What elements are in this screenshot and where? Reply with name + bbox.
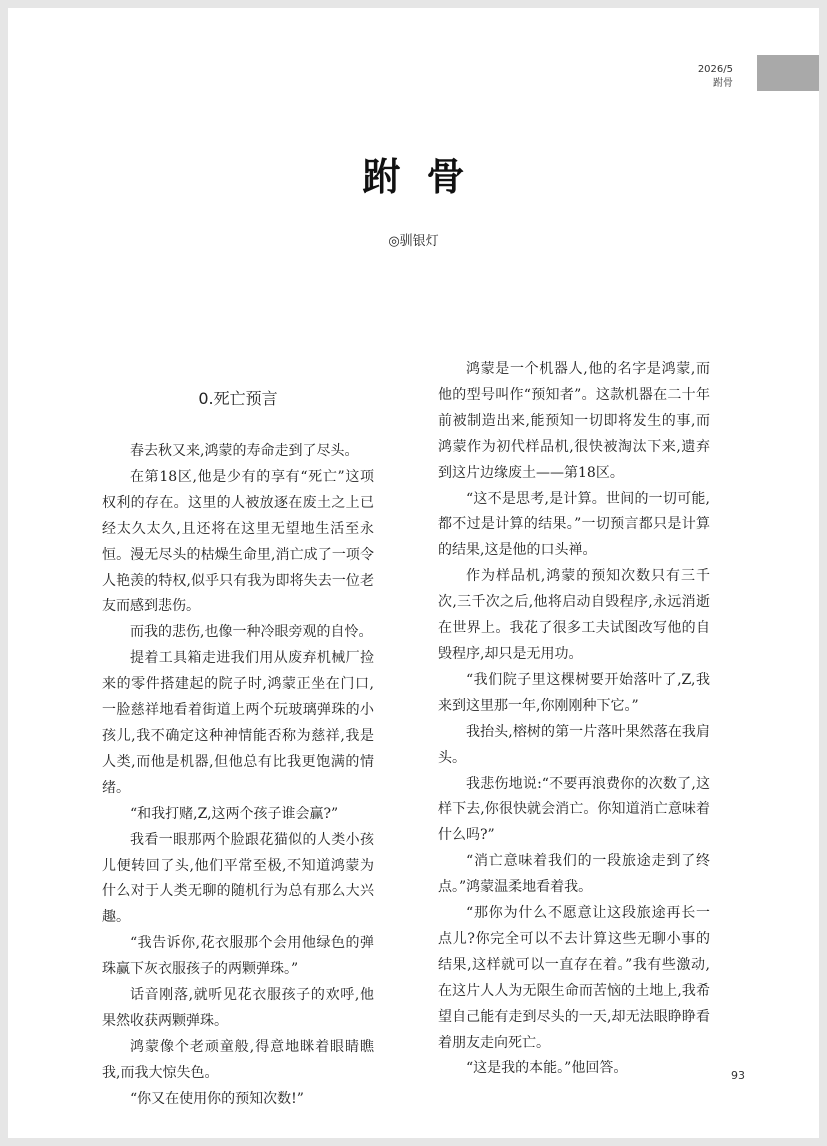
paragraph: “我告诉你,花衣服那个会用他绿色的弹珠赢下灰衣服孩子的两颗弹珠。” [102, 935, 374, 978]
paragraph: “你又在使用你的预知次数!” [130, 1090, 304, 1107]
paragraph: 话音刚落,就听见花衣服孩子的欢呼,他果然收获两颗弹珠。 [102, 987, 374, 1029]
paragraph: “和我打赌,Z,这两个孩子谁会赢?” [130, 805, 339, 822]
paragraph: 而我的悲伤,也像一种冷眼旁观的自怜。 [130, 624, 373, 641]
header-color-block [757, 55, 819, 91]
paragraph: “消亡意味着我们的一段旅途走到了终点。”鸿蒙温柔地看着我。 [438, 853, 710, 896]
paragraph: 提着工具箱走进我们用从废弃机械厂捡来的零件搭建起的院子时,鸿蒙正坐在门口,一脸慈祥地看着街道上两个玩玻璃弹珠的小孩儿,我不确定这种神情能否称为慈祥,我是人类,而他是机器,但他总有比我更饱满的情绪。 [102, 650, 374, 796]
paragraph: 我抬头,榕树的第一片落叶果然落在我肩头。 [438, 723, 710, 766]
paragraph: 春去秋又来,鸿蒙的寿命走到了尽头。 [130, 443, 359, 459]
section-heading: 0.死亡预言 [198, 389, 278, 408]
paragraph: “这是我的本能。”他回答。 [466, 1060, 628, 1077]
paragraph: 我悲伤地说:“不要再浪费你的次数了,这样下去,你很快就会消亡。你知道消亡意味着什么吗?” [438, 775, 710, 844]
right-column [438, 357, 710, 1082]
paragraph: “我们院子里这棵树要开始落叶了,Z,我来到这里那一年,你刚刚种下它。” [438, 671, 710, 714]
page [8, 8, 819, 1138]
paragraph: 鸿蒙是一个机器人,他的名字是鸿蒙,而他的型号叫作“预知者”。这款机器在二十年前被制造出来,能预知一切即将发生的事,而鸿蒙作为初代样品机,很快被淘汰下来,遗弃到这片边缘废土——第18区。 [438, 361, 710, 481]
page-number: 93 [731, 1069, 745, 1082]
paragraph: 我看一眼那两个脸跟花猫似的人类小孩儿便转回了头,他们平常至极,不知道鸿蒙为什么对于人类无聊的随机行为总有那么大兴趣。 [102, 831, 374, 926]
paragraph: 作为样品机,鸿蒙的预知次数只有三千次,三千次之后,他将启动自毁程序,永远消逝在世界上。我花了很多工夫试图改写他的自毁程序,却只是无用功。 [438, 568, 710, 662]
paragraph: 鸿蒙像个老顽童般,得意地眯着眼睛瞧我,而我大惊失色。 [102, 1038, 374, 1081]
article-author: ◎驯银灯 [388, 234, 439, 249]
issue-date: 2026/5 [697, 64, 733, 75]
paragraph: 在第18区,他是少有的享有“死亡”这项权利的存在。这里的人被放逐在废土之上已经太久太久,且还将在这里无望地生活至永恒。漫无尽头的枯燥生命里,消亡成了一项令人艳羡的特权,似乎只有我为即将失去一位老友而感到悲伤。 [102, 468, 374, 615]
paragraph: “这不是思考,是计算。世间的一切可能,都不过是计算的结果。”一切预言都只是计算的结果,这是他的口头禅。 [438, 490, 710, 559]
left-column [102, 439, 374, 1113]
running-header [698, 63, 733, 91]
article-title: 跗骨 [362, 155, 491, 199]
paragraph: “那你为什么不愿意让这段旅途再长一点儿?你完全可以不去计算这些无聊小事的结果,这样就可以一直存在着。”我有些激动,在这片人人为无限生命而苦恼的土地上,我希望自己能有走到尽头的一天,却无法眼睁睁看着朋友走向死亡。 [438, 905, 710, 1051]
running-title: 跗骨 [713, 78, 733, 89]
